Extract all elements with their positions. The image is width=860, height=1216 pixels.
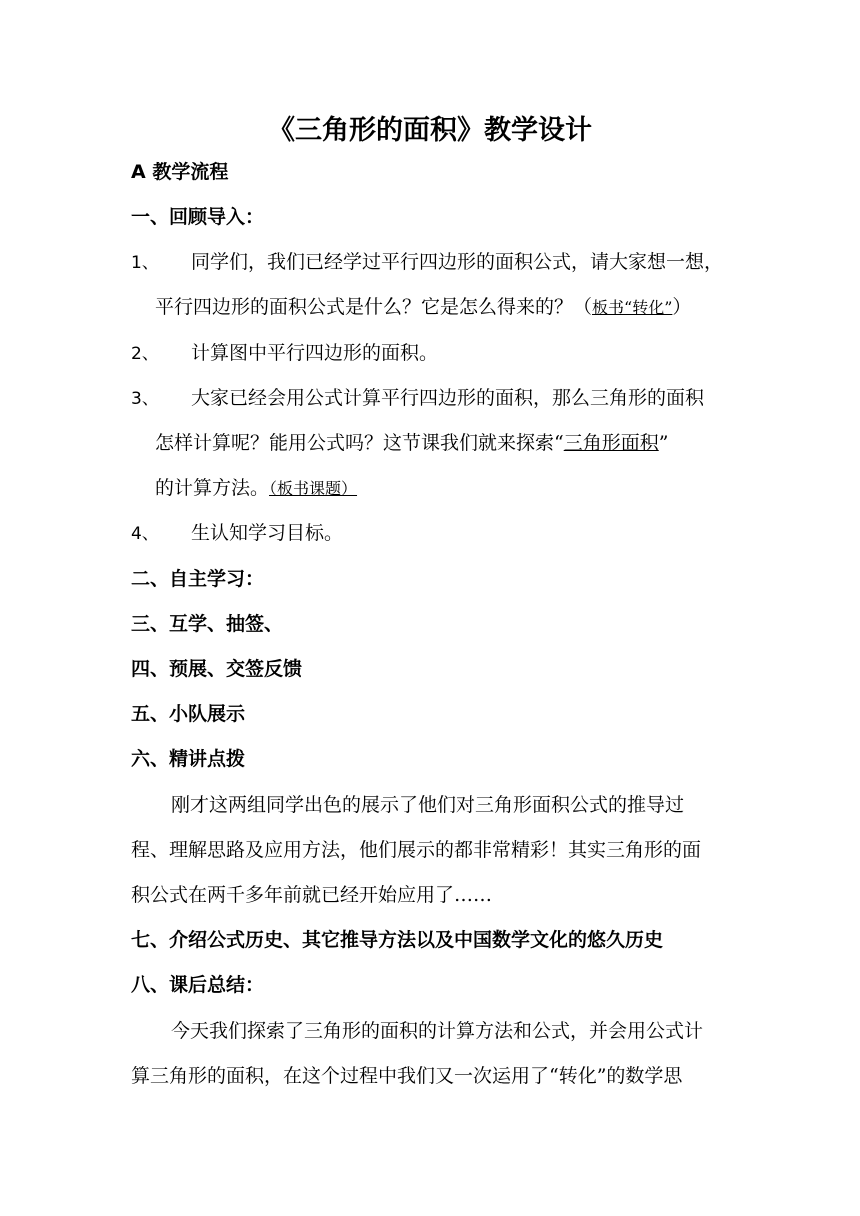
list-item-3-cont2	[131, 474, 755, 503]
heading-team-show: 五、小队展示	[131, 703, 246, 725]
board-note: 板书“转化”	[592, 298, 673, 317]
list-item-text: 大家已经会用公式计算平行四边形的面积，那么三角形的面积	[191, 387, 705, 409]
list-item-text: ”	[658, 432, 669, 454]
list-item-text: 怎样计算呢？能用公式吗？这节课我们就来探索“	[155, 432, 564, 454]
underlined-topic: 三角形面积	[563, 432, 659, 454]
heading-summary: 八、课后总结：	[131, 974, 265, 996]
heading-review-intro: 一、回顾导入：	[131, 206, 265, 228]
list-item-number: 1、	[131, 253, 159, 273]
list-item-2	[131, 339, 731, 368]
list-item-text: ）	[672, 296, 692, 318]
list-item-4	[131, 519, 731, 548]
list-item-text: 计算图中平行四边形的面积。	[191, 342, 439, 364]
list-item-number: 3、	[131, 389, 159, 409]
list-item-text: 同学们，我们已经学过平行四边形的面积公式，请大家想一想，	[191, 251, 724, 273]
heading-preview-feedback: 四、预展、交签反馈	[131, 658, 303, 680]
heading-mutual-study: 三、互学、抽签、	[131, 613, 284, 635]
paragraph-line: 算三角形的面积，在这个过程中我们又一次运用了“转化”的数学思	[131, 1065, 683, 1087]
paragraph-line: 程、理解思路及应用方法，他们展示的都非常精彩！其实三角形的面	[131, 839, 702, 861]
board-note: （板书课题）	[269, 479, 358, 498]
list-item-3	[131, 384, 731, 413]
heading-history: 七、介绍公式历史、其它推导方法以及中国数学文化的悠久历史	[131, 929, 664, 951]
heading-key-points: 六、精讲点拨	[131, 748, 246, 770]
list-item-text: 生认知学习目标。	[191, 522, 344, 544]
paragraph-line: 今天我们探索了三角形的面积的计算方法和公式，并会用公式计	[171, 1020, 704, 1042]
list-item-1-cont	[131, 293, 755, 322]
list-item-3-cont	[131, 429, 755, 457]
section-a-heading: A 教学流程	[131, 161, 229, 183]
list-item-text: 平行四边形的面积公式是什么？它是怎么得来的？（	[155, 296, 593, 318]
heading-self-study: 二、自主学习：	[131, 568, 265, 590]
list-item-1	[131, 248, 731, 277]
list-item-number: 4、	[131, 524, 159, 544]
paragraph-line: 刚才这两组同学出色的展示了他们对三角形面积公式的推导过	[171, 794, 685, 816]
list-item-number: 2、	[131, 344, 159, 364]
paragraph-line: 积公式在两千多年前就已经开始应用了……	[131, 884, 493, 906]
list-item-text: 的计算方法。	[155, 477, 270, 499]
document-title: 《三角形的面积》教学设计	[268, 115, 592, 146]
